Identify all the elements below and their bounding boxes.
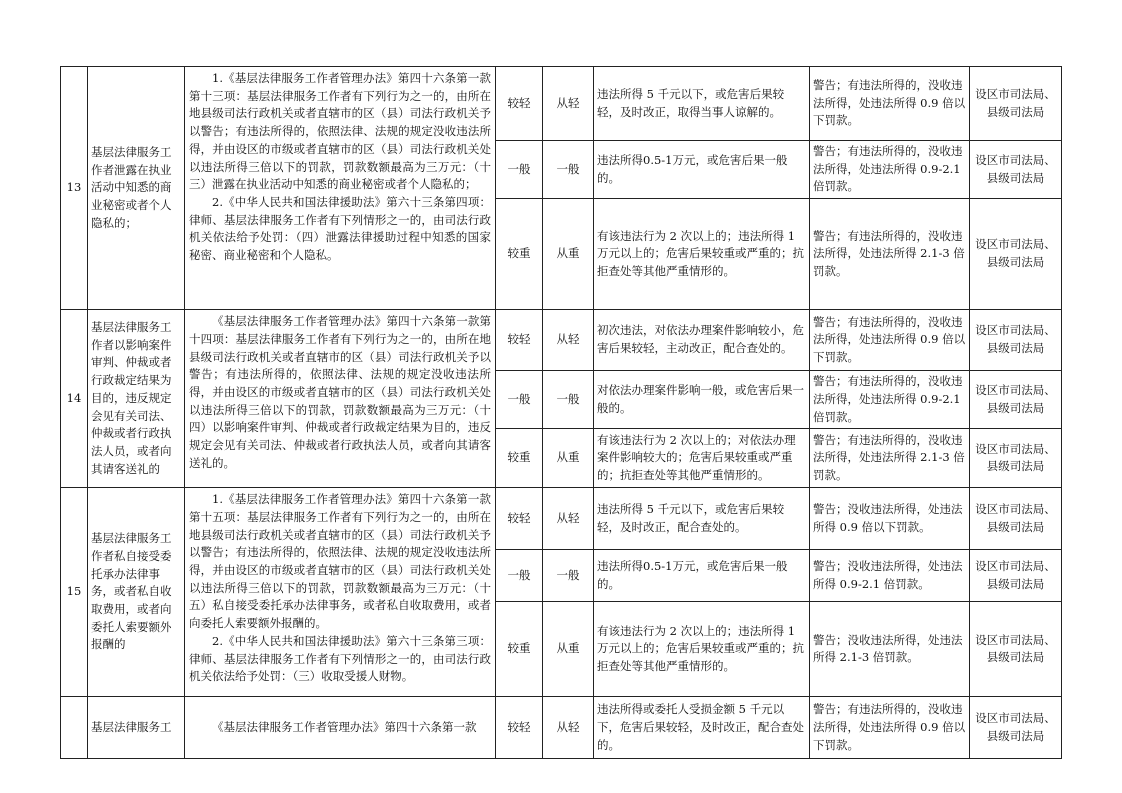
penalty-standard: 警告；有违法所得的，没收违法所得，处违法所得 0.9-2.1 倍罚款。 — [810, 141, 970, 199]
discretion-range: 一般 — [543, 550, 594, 602]
severity-grade: 较轻 — [496, 67, 543, 141]
discretion-range: 从重 — [543, 429, 594, 488]
enforcement-agency: 设区市司法局、县级司法局 — [970, 371, 1062, 429]
penalty-standard: 警告；有违法所得的，没收违法所得，处违法所得 2.1-3 倍罚款。 — [810, 199, 970, 310]
enforcement-agency: 设区市司法局、县级司法局 — [970, 310, 1062, 371]
severity-grade: 较重 — [496, 602, 543, 697]
violation-description: 基层法律服务工作者泄露在执业活动中知悉的商业秘密或者个人隐私的； — [88, 67, 185, 310]
severity-grade: 较轻 — [496, 697, 543, 759]
circumstance: 违法所得0.5-1万元，或危害后果一般的。 — [594, 550, 810, 602]
table-row — [61, 697, 1062, 759]
enforcement-agency: 设区市司法局、县级司法局 — [970, 550, 1062, 602]
discretion-range: 从轻 — [543, 310, 594, 371]
legal-basis — [185, 488, 496, 697]
basis-paragraph: 《基层法律服务工作者管理办法》第四十六条第一款第十四项：基层法律服务工作者有下列行为之一的，由所在地县级司法行政机关或者直辖市的区（县）司法行政机关予以警告；有违法所得的，依照法律、法规的规定没收违法所得，并由设区的市级或者直辖市的区（县）司法行政机关处以违法所得三倍以下的罚款，罚款数额最高为三万元：（十四）以影响案件审判、仲裁或者行政裁定结果为目的，违反规定会见有关司法、仲裁或者行政执法人员，或者向其请客送礼的。 — [189, 314, 491, 470]
legal-basis — [185, 310, 496, 488]
severity-grade: 较轻 — [496, 310, 543, 371]
penalty-standard: 警告；有违法所得的，没收违法所得，处违法所得 0.9 倍以下罚款。 — [810, 67, 970, 141]
basis-paragraph: 2.《中华人民共和国法律援助法》第六十三条第三项：律师、基层法律服务工作者有下列情形之一的，由司法行政机关依法给予处罚：（三）收取受援人财物。 — [189, 633, 491, 684]
discretion-range: 从轻 — [543, 697, 594, 759]
discretion-range: 一般 — [543, 141, 594, 199]
enforcement-agency: 设区市司法局、县级司法局 — [970, 697, 1062, 759]
row-number — [61, 697, 88, 759]
circumstance: 违法所得0.5-1万元，或危害后果一般的。 — [594, 141, 810, 199]
penalty-standard: 警告；有违法所得的，没收违法所得，处违法所得 0.9 倍以下罚款。 — [810, 697, 970, 759]
discretion-range: 从轻 — [543, 488, 594, 550]
penalty-standard: 警告；没收违法所得，处违法所得 0.9 倍以下罚款。 — [810, 488, 970, 550]
enforcement-agency: 设区市司法局、县级司法局 — [970, 602, 1062, 697]
penalty-standard: 警告；没收违法所得，处违法所得 2.1-3 倍罚款。 — [810, 602, 970, 697]
discretion-range: 从重 — [543, 199, 594, 310]
row-number: 14 — [61, 310, 88, 488]
violation-description: 基层法律服务工作者私自接受委托承办法律事务，或者私自收取费用，或者向委托人索要额外报酬的 — [88, 488, 185, 697]
circumstance: 有该违法行为 2 次以上的；违法所得 1 万元以上的；危害后果较重或严重的；抗拒查处等其他严重情形的。 — [594, 602, 810, 697]
circumstance: 对依法办理案件影响一般，或危害后果一般的。 — [594, 371, 810, 429]
circumstance: 初次违法，对依法办理案件影响较小，危害后果较轻，主动改正，配合查处的。 — [594, 310, 810, 371]
violation-description: 基层法律服务工作者以影响案件审判、仲裁或者行政裁定结果为目的，违反规定会见有关司法、仲裁或者行政执法人员，或者向其请客送礼的 — [88, 310, 185, 488]
penalty-standard: 警告；有违法所得的，没收违法所得，处违法所得 2.1-3 倍罚款。 — [810, 429, 970, 488]
severity-grade: 一般 — [496, 550, 543, 602]
circumstance: 违法所得 5 千元以下，或危害后果较轻，及时改正，取得当事人谅解的。 — [594, 67, 810, 141]
penalty-standard: 警告；有违法所得的，没收违法所得，处违法所得 0.9-2.1 倍罚款。 — [810, 371, 970, 429]
basis-paragraph: 1.《基层法律服务工作者管理办法》第四十六条第一款第十三项：基层法律服务工作者有下列行为之一的，由所在地县级司法行政机关或者直辖市的区（县）司法行政机关予以警告；有违法所得的，依照法律、法规的规定没收违法所得，并由设区的市级或者直辖市的区（县）司法行政机关处以违法所得三倍以下的罚款，罚款数额最高为三万元：（十三）泄露在执业活动中知悉的商业秘密或者个人隐私的； — [189, 71, 491, 192]
circumstance: 违法所得或委托人受损金额 5 千元以下，危害后果较轻，及时改正，配合查处的。 — [594, 697, 810, 759]
circumstance: 有该违法行为 2 次以上的；违法所得 1 万元以上的；危害后果较重或严重的；抗拒查处等其他严重情形的。 — [594, 199, 810, 310]
discretion-range: 从轻 — [543, 67, 594, 141]
table-row — [61, 488, 1062, 550]
circumstance: 有该违法行为 2 次以上的；对依法办理案件影响较大的；危害后果较重或严重的；抗拒查处等其他严重情形的。 — [594, 429, 810, 488]
discretion-range: 一般 — [543, 371, 594, 429]
circumstance: 违法所得 5 千元以下，或危害后果较轻，及时改正，配合查处的。 — [594, 488, 810, 550]
enforcement-agency: 设区市司法局、县级司法局 — [970, 429, 1062, 488]
legal-basis — [185, 67, 496, 310]
table-row — [61, 310, 1062, 371]
enforcement-agency: 设区市司法局、县级司法局 — [970, 141, 1062, 199]
legal-basis — [185, 697, 496, 759]
enforcement-agency: 设区市司法局、县级司法局 — [970, 488, 1062, 550]
violation-description: 基层法律服务工 — [88, 697, 185, 759]
penalty-standard: 警告；有违法所得的，没收违法所得，处违法所得 0.9 倍以下罚款。 — [810, 310, 970, 371]
discretion-range: 从重 — [543, 602, 594, 697]
severity-grade: 较重 — [496, 429, 543, 488]
severity-grade: 较轻 — [496, 488, 543, 550]
enforcement-agency: 设区市司法局、县级司法局 — [970, 199, 1062, 310]
row-number: 15 — [61, 488, 88, 697]
basis-paragraph: 《基层法律服务工作者管理办法》第四十六条第一款 — [212, 719, 477, 734]
severity-grade: 一般 — [496, 371, 543, 429]
enforcement-agency: 设区市司法局、县级司法局 — [970, 67, 1062, 141]
table-row — [61, 67, 1062, 141]
row-number: 13 — [61, 67, 88, 310]
basis-paragraph: 2.《中华人民共和国法律援助法》第六十三条第四项：律师、基层法律服务工作者有下列情形之一的，由司法行政机关依法给予处罚：（四）泄露法律援助过程中知悉的国家秘密、商业秘密和个人隐私。 — [189, 194, 491, 263]
penalty-standard: 警告；没收违法所得，处违法所得 0.9-2.1 倍罚款。 — [810, 550, 970, 602]
severity-grade: 一般 — [496, 141, 543, 199]
penalty-discretion-table — [60, 66, 1062, 759]
severity-grade: 较重 — [496, 199, 543, 310]
basis-paragraph: 1.《基层法律服务工作者管理办法》第四十六条第一款第十五项：基层法律服务工作者有下列行为之一的，由所在地县级司法行政机关或者直辖市的区（县）司法行政机关予以警告；有违法所得的，依照法律、法规的规定没收违法所得，并由设区的市级或者直辖市的区（县）司法行政机关处以违法所得三倍以下的罚款，罚款数额最高为三万元：（十五）私自接受委托承办法律事务，或者私自收取费用，或者向委托人索要额外报酬的。 — [189, 492, 491, 631]
